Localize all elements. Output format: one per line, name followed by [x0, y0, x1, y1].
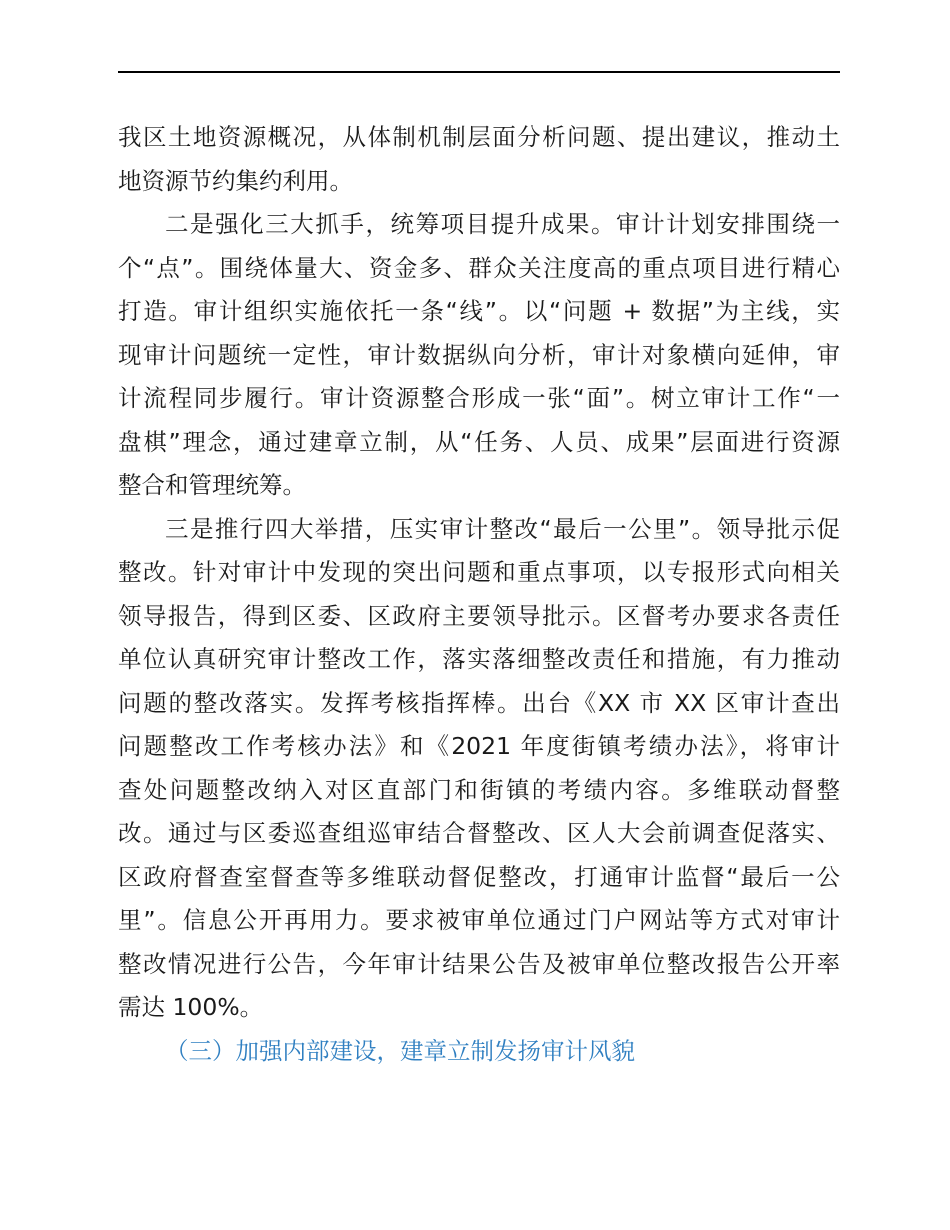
paragraph-line: 区政府督查室督查等多维联动督促整改，打通审计监督“最后一公 — [118, 862, 840, 891]
paragraph-line: 打造。审计组织实施依托一条“线”。以“问题 + 数据”为主线，实 — [118, 297, 840, 325]
paragraph-line: 需达 100%。 — [118, 993, 264, 1021]
header-rule — [118, 71, 840, 73]
paragraph-line: 计流程同步履行。审计资源整合形成一张“面”。树立审计工作“一 — [118, 384, 840, 412]
document-body — [118, 116, 840, 1073]
paragraph-line: 盘棋”理念，通过建章立制，从“任务、人员、成果”层面进行资源 — [118, 427, 840, 456]
paragraph-line: 问题的整改落实。发挥考核指挥棒。出台《XX 市 XX 区审计查出 — [118, 688, 840, 717]
paragraph-line: 单位认真研究审计整改工作，落实落细整改责任和措施，有力推动 — [118, 645, 840, 673]
paragraph-line: 二是强化三大抓手，统筹项目提升成果。审计计划安排围绕一 — [165, 210, 840, 238]
paragraph-line: 问题整改工作考核办法》和《2021 年度街镇考绩办法》，将审计 — [118, 732, 840, 760]
paragraph-line: 查处问题整改纳入对区直部门和街镇的考绩内容。多维联动督整 — [118, 775, 840, 804]
paragraph-line: 个“点”。围绕体量大、资金多、群众关注度高的重点项目进行精心 — [118, 253, 840, 282]
section-heading: （三）加强内部建设，建章立制发扬审计风貌 — [165, 1036, 635, 1065]
paragraph-line: 整改。针对审计中发现的突出问题和重点事项，以专报形式向相关 — [118, 558, 840, 586]
paragraph-line: 我区土地资源概况，从体制机制层面分析问题、提出建议，推动土 — [118, 123, 840, 151]
paragraph-line: 地资源节约集约利用。 — [118, 166, 353, 195]
paragraph-line: 现审计问题统一定性，审计数据纵向分析，审计对象横向延伸，审 — [118, 340, 840, 369]
paragraph-line: 三是推行四大举措，压实审计整改“最后一公里”。领导批示促 — [165, 514, 840, 543]
paragraph-line: 里”。信息公开再用力。要求被审单位通过门户网站等方式对审计 — [118, 906, 840, 934]
paragraph-line: 领导报告，得到区委、区政府主要领导批示。区督考办要求各责任 — [118, 601, 840, 630]
paragraph-line: 整合和管理统筹。 — [118, 471, 306, 499]
paragraph-line: 整改情况进行公告，今年审计结果公告及被审单位整改报告公开率 — [118, 949, 840, 978]
paragraph-line: 改。通过与区委巡查组巡审结合督整改、区人大会前调查促落实、 — [118, 819, 840, 847]
